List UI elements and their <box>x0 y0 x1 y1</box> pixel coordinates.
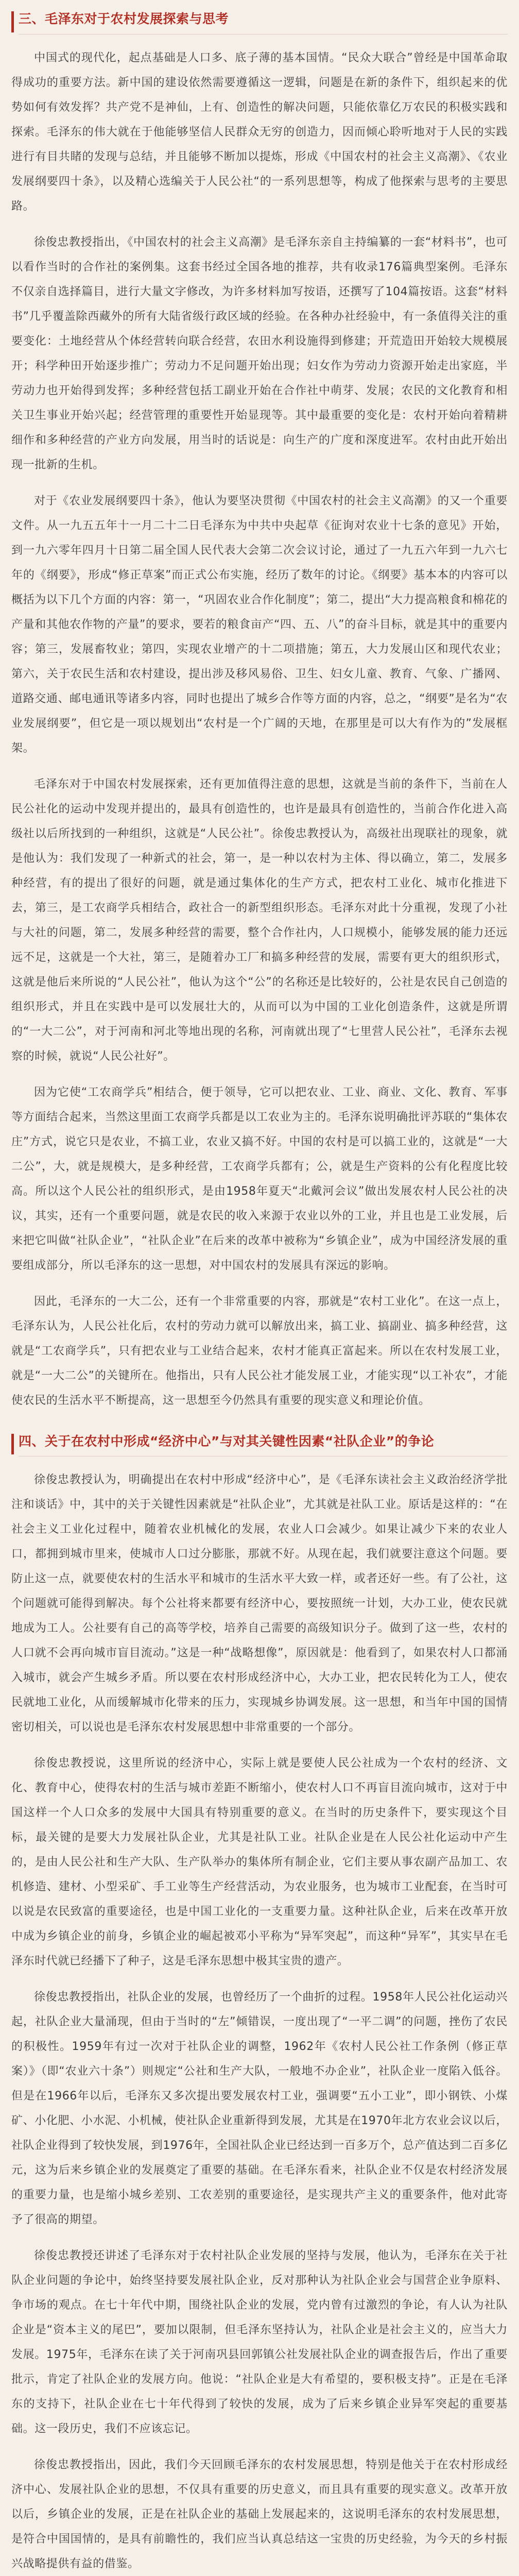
paragraph: 因为它使“工农商学兵”相结合，便于领导，它可以把农业、工业、商业、文化、教育、军事等方面结合起来，当然这里面工农商学兵都是以工农业为主的。毛泽东说明确批评苏联的“集体农庄”方式，说它只是农业，不搞工业，农业又搞不好。中国的农村是可以搞工业的，这就是“一大二公”，大，就是规模大，是多种经营，工农商学兵都有；公，就是生产资料的公有化程度比较高。所以这个人民公社的组织形式，是由1958年夏天“北戴河会议”做出发展农村人民公社的决议，其实，还有一个重要问题，就是农民的收入来源于农业以外的工业，并且也是工业发展，后来把它叫做“社队企业”，“社队企业”在后来的改革中被称为“乡镇企业”，成为中国经济发展的重要组成部分，所以毛泽东的这一思想，对中国农村的发展具有深远的影响。 <box>11 1086 508 1272</box>
paragraph: 中国式的现代化，起点基础是人口多、底子薄的基本国情。“民众大联合”曾经是中国革命取得成功的重要方法。新中国的建设依然需要遵循这一逻辑，问题是在新的条件下，组织起来的优势如何有效发挥？共产党不是神仙，上有、创造性的解决问题，只能依靠亿万农民的积极实践和探索。毛泽东的伟大就在于他能够坚信人民群众无穷的创造力，因而倾心聆听地对于人民的实践进行有目共睹的发现与总结，并且能够不断加以提炼，形成《中国农村的社会主义高潮》、《农业发展纲要四十条》，以及精心选编关于人民公社“的一系列思想等，构成了他探索与思考的主要思路。 <box>11 51 508 213</box>
paragraph: 徐俊忠教授还讲述了毛泽东对于农村社队企业发展的坚持与发展，他认为，毛泽东在关于社队企业问题的争论中，始终坚持要发展社队企业，反对那种认为社队企业会与国营企业争原料、争市场的观点。在七十年代中期，围绕社队企业的发展，党内曾有过激烈的争论，有人认为社队企业是“资本主义的尾巴”，要加以限制，但毛泽东坚持认为，社队企业是社会主义的，应当大力发展。1975年，毛泽东在读了关于河南巩县回郭镇公社发展社队企业的调查报告后，作出了重要批示，肯定了社队企业的发展方向。他说：“社队企业是大有希望的，要积极支持”。正是在毛泽东的支持下，社队企业在七十年代得到了较快的发展，成为了后来乡镇企业异军突起的重要基础。这一段历史，我们不应该忘记。 <box>11 2249 508 2435</box>
section-heading <box>11 9 508 35</box>
paragraph: 徐俊忠教授指出，《中国农村的社会主义高潮》是毛泽东亲自主持编纂的一套“材料书”，也可以看作当时的合作社的案例集。这套书经过全国各地的推荐，共有收录176篇典型案例。毛泽东不仅亲自选择篇目，进行大量文字修改，为许多材料加写按语，还撰写了104篇按语。这套“材料书”几乎覆盖除西藏外的所有大陆省级行政区域的经验。在各种办社经验中，有一条值得关注的重要变化：土地经营从个体经营转向联合经营，农田水利设施得到修建；开荒造田开始较大规模展开；科学种田开始逐步推广；劳动力不足问题开始出现；妇女作为劳动力资源开始走出家庭，半劳动力也开始得到发挥；多种经营包括工副业开始在合作社中萌芽、发展；农民的文化教育和相关卫生事业开始兴起；经营管理的重要性开始显现等。其中最重要的变化是：农村开始向着精耕细作和多种经营的产业方向发展，用当时的话说是：向生产的广度和深度进军。农村由此开始出现一批新的生机。 <box>11 235 508 471</box>
section-title: 三、毛泽东对于农村发展探索与思考 <box>19 11 229 26</box>
paragraph: 徐俊忠教授说，这里所说的经济中心，实际上就是要使人民公社成为一个农村的经济、文化、教育中心，使得农村的生活与城市差距不断缩小，使农村人口不再盲目流向城市，这对于中国这样一个人口众多的发展中大国具有特别重要的意义。在当时的历史条件下，要实现这个目标，最关键的是要大力发展社队企业，尤其是社队工业。社队企业是在人民公社化运动中产生的，是由人民公社和生产大队、生产队举办的集体所有制企业，它们主要从事农副产品加工、农机修造、建材、小型采矿、手工业等生产经营活动，为农业服务，也为城市工业配套，在当时可以说是农民致富的重要途径，也是中国工业化的一支重要力量。这种社队企业，后来在改革开放中成为乡镇企业的前身，乡镇企业的崛起被邓小平称为“异军突起”，而这种“异军”，其实早在毛泽东时代就已经播下了种子，这是毛泽东思想中极其宝贵的遗产。 <box>11 1757 508 1968</box>
heading-divider <box>19 34 508 35</box>
section-title: 四、关于在农村中形成“经济中心”与对其关键性因素“社队企业”的争论 <box>19 1433 435 1449</box>
paragraph: 徐俊忠教授指出，社队企业的发展，也曾经历了一个曲折的过程。1958年人民公社化运动兴起，社队企业大量涌现，但由于当时的“左”倾错误，一度出现了“一平二调”的问题，挫伤了农民的积极性。1959年有过一次对于社队企业的调整，1962年《农村人民公社工作条例（修正草案）》（即“农业六十条”）则规定“公社和生产大队，一般地不办企业”，社队企业一度陷入低谷。但是在1966年以后，毛泽东又多次提出要发展农村工业，强调要“五小工业”，即小钢铁、小煤矿、小化肥、小水泥、小机械，使社队企业重新得到发展，尤其是在1970年北方农业会议以后，社队企业得到了较快发展，到1976年，全国社队企业已经达到一百多万个，总产值达到二百多亿元，这为后来乡镇企业的发展奠定了重要的基础。在毛泽东看来，社队企业不仅是农村经济发展的重要力量，也是缩小城乡差别、工农差别的重要途径，是实现共产主义的重要条件，他对此寄予了很高的期望。 <box>11 1991 508 2226</box>
paragraph: 毛泽东对于中国农村发展探索，还有更加值得注意的思想，这就是当前的条件下，当前在人民公社化的运动中发现并提出的，最具有创造性的，也许是最具有创造性的，当前合作化进入高级社以后所找到的一种组织，这就是“人民公社”。徐俊忠教授认为，高级社出现联社的现象，就是他认为：我们发现了一种新式的社会，第一，是一种以农村为主体、得以确立，第二，发展多种经营，有的提出了很好的问题，就是通过集体化的生产方式，把农村工业化、城市化推进下去，第三，是工农商学兵相结合，政社合一的新型组织形态。毛泽东对此十分重视，发现了小社与大社的问题，第二，发展多种经营的需要，整个合作社内，人口规模小，能够发展的能力还远远不足，这就是一个大社，第三，是随着办工厂和搞多种经营的发展，需要有更大的组织形式，这就是他后来所说的“人民公社”，他认为这个“公”的名称还是比较好的，公社是农民自己创造的组织形式，并且在实践中是可以发展壮大的，从而可以为中国的工业化创造条件，这就是所谓的“一大二公”，对于河南和河北等地出现的名称，河南就出现了“七里营人民公社”，毛泽东去视察的时候，就说“人民公社好”。 <box>11 777 508 1063</box>
section-three <box>11 9 508 1413</box>
section-four <box>11 1432 508 2576</box>
paragraph: 因此，毛泽东的一大二公，还有一个非常重要的内容，那就是“农村工业化”。在这一点上，毛泽东认为，人民公社化后，农村的劳动力就可以解放出来，搞工业、搞副业、搞多种经营，这就是“工农商学兵”，只有把农业与工业结合起来，农村才能真正富起来。所以在农村发展工业，就是“一大二公”的关键所在。他指出，只有人民公社才能发展工业，才能实现“以工补农”，才能使农民的生活水平不断提高，这一思想至今仍然具有重要的现实意义和理论价值。 <box>11 1295 508 1407</box>
paragraph: 徐俊忠教授指出，因此，我们今天回顾毛泽东的农村发展思想，特别是他关于在农村形成经济中心、发展社队企业的思想，不仅具有重要的历史意义，而且具有重要的现实意义。改革开放以后，乡镇企业的发展，正是在社队企业的基础上发展起来的，这说明毛泽东的农村发展思想，是符合中国国情的，是具有前瞻性的，我们应当认真总结这一宝贵的历史经验，为今天的乡村振兴战略提供有益的借鉴。 <box>11 2459 508 2570</box>
paragraph: 对于《农业发展纲要四十条》，他认为要坚决贯彻《中国农村的社会主义高潮》的又一个重要文件。从一九五五年十一月二十二日毛泽东为中共中央起草《征询对农业十七条的意见》开始，到一九六零年四月十日第二届全国人民代表大会第二次会议讨论，通过了一九五六年到一九六七年的《纲要》，形成“修正草案”而正式公布实施，经历了数年的讨论。《纲要》基本本的内容可以概括为以下几个方面的内容：第一，“巩固农业合作化制度”；第二，提出“大力提高粮食和棉花的产量和其他农作物的产量”的要求，要若的粮食亩产“四、五、八”的奋斗目标，就是其中的重要内容；第三，发展畜牧业；第四，实现农业增产的十二项措施；第五，大力发展山区和现代农业；第六，关于农民生活和农村建设，提出涉及移风易俗、卫生、妇女儿童、教育、气象、广播网、道路交通、邮电通讯等诸多内容，同时也提出了城乡合作等方面的内容，总之，“纲要”是名为“农业发展纲要”，但它是一项以规划出“农村是一个广阔的天地，在那里是可以大有作为的”发展框架。 <box>11 494 508 755</box>
section-heading <box>11 1432 508 1457</box>
paragraph: 徐俊忠教授认为，明确提出在农村中形成“经济中心”，是《毛泽东读社会主义政治经济学批注和谈话》中，其中的关于关键性因素就是“社队企业”，尤其就是社队工业。原话是这样的：“在社会主义工业化过程中，随着农业机械化的发展，农业人口会减少。如果让减少下来的农业人口，都拥到城市里来，使城市人口过分膨胀，那就不好。从现在起，我们就要注意这个问题。要防止这一点，就要使农村的生活水平和城市的生活水平大致一样，或者还好一些。有了公社，这个问题就可能得到解决。每个公社将来都要有经济中心，要按照统一计划，大办工业，使农民就地成为工人。公社要有自己的高等学校，培养自己需要的高级知识分子。做到了这一些，农村的人口就不会再向城市盲目流动。”这是一种“战略想像”，原因就是：他看到了，如果农村人口都涌入城市，就会产生城乡矛盾。所以要在农村形成经济中心，大办工业，把农民转化为工人，使农民就地工业化，从而缓解城市化带来的压力，实现城乡协调发展。这一思想，和当年中国的国情密切相关，可以说也是毛泽东农村发展思想中非常重要的一个部分。 <box>11 1473 508 1734</box>
heading-accent-bar <box>11 1434 14 1455</box>
heading-accent-bar <box>11 11 14 32</box>
